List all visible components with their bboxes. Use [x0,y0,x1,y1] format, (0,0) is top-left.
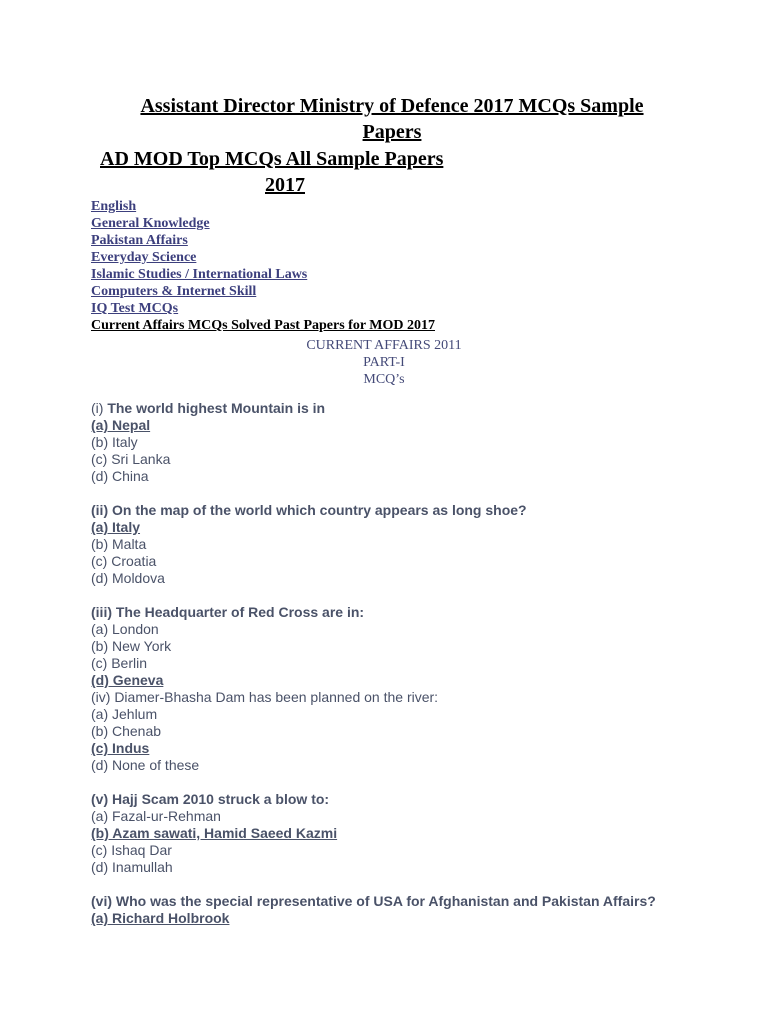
question-5: (v) Hajj Scam 2010 struck a blow to: [91,791,330,807]
answer-option: (a) Richard Holbrook [91,910,230,926]
question-6: (vi) Who was the special representative of USA for Afghanistan and Pakistan Affairs? [91,893,656,909]
option: (c) Sri Lanka [91,451,171,467]
option: (c) Ishaq Dar [91,842,172,858]
option: (c) Croatia [91,553,157,569]
option: (b) Malta [91,536,147,552]
section-title: CURRENT AFFAIRS 2011 [306,338,462,353]
link-everyday-science[interactable]: Everyday Science [91,250,197,265]
link-general-knowledge[interactable]: General Knowledge [91,216,210,231]
answer-option: (c) Indus [91,740,150,756]
option: (b) Italy [91,434,138,450]
subtitle-line-2: 2017 [265,174,305,196]
mcq-list [91,400,731,927]
option: (c) Berlin [91,655,148,671]
question-number: (i) [91,400,104,416]
subtitle-line-1: AD MOD Top MCQs All Sample Papers [100,148,444,170]
option: (d) Moldova [91,570,165,586]
option: (b) New York [91,638,172,654]
answer-option: (a) Nepal [91,417,151,433]
topic-links [91,198,435,334]
question-2: (ii) On the map of the world which country appears as long shoe? [91,502,527,518]
option: (b) Chenab [91,723,162,739]
option: (d) China [91,468,149,484]
option: (a) Jehlum [91,706,158,722]
option: (a) Fazal-ur-Rehman [91,808,221,824]
link-iq-test[interactable]: IQ Test MCQs [91,301,179,316]
option: (a) London [91,621,159,637]
link-islamic-studies[interactable]: Islamic Studies / International Laws [91,267,308,282]
question-text: The world highest Mountain is in [107,400,326,416]
option: (d) Inamullah [91,859,173,875]
document-subtitle [100,146,500,198]
answer-option: (b) Azam sawati, Hamid Saeed Kazmi [91,825,338,841]
link-english[interactable]: English [91,199,137,214]
question-3: (iii) The Headquarter of Red Cross are in: [91,604,365,620]
link-computers-internet[interactable]: Computers & Internet Skill [91,284,257,299]
question-4: (iv) Diamer-Bhasha Dam has been planned on the river: [91,689,439,705]
option: (d) None of these [91,757,200,773]
section-sub: MCQ’s [363,372,405,387]
answer-option: (a) Italy [91,519,141,535]
document-title: Assistant Director Ministry of Defence 2017 MCQs Sample Papers [140,95,644,143]
link-pakistan-affairs[interactable]: Pakistan Affairs [91,233,188,248]
section-heading [200,337,568,388]
link-current-affairs[interactable]: Current Affairs MCQs Solved Past Papers for MOD 2017 [91,318,435,333]
question-1 [91,400,731,417]
answer-option: (d) Geneva [91,672,164,688]
section-part: PART-I [363,355,405,370]
